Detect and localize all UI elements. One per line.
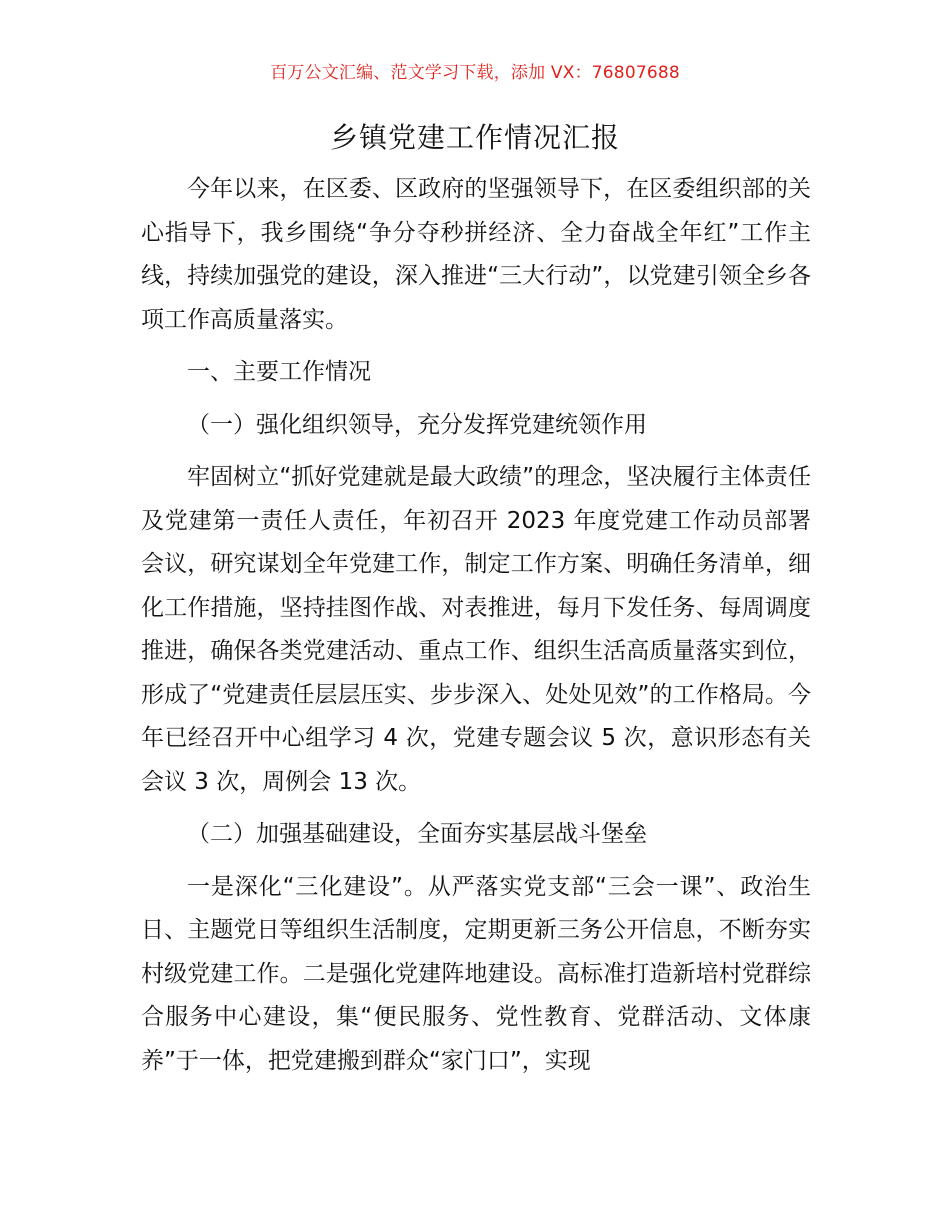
document-title: 乡镇党建工作情况汇报: [329, 121, 620, 154]
header-watermark-note: 百万公文汇编、范文学习下载，添加 VX：76807688: [270, 63, 680, 83]
subsection-heading-organization: （一）强化组织领导，充分发挥党建统领作用: [187, 411, 647, 438]
paragraph-organization-detail: 牢固树立“抓好党建就是最大政绩”的理念，坚决履行主体责任及党建第一责任人责任，年初召开 2023 年度党建工作动员部署会议，研究谋划全年党建工作，制定工作方案、明确任务清单，细化工作措施，坚持挂图作战、对表推进，每月下发任务、每周调度推进，确保各类党建活动、重点工作、组织生活高质量落实到位，形成了“党建责任层层压实、步步深入、处处见效”的工作格局。今年已经召开中心组学习 4 次，党建专题会议 5 次，意识形态有关会议 3 次，周例会 13 次。: [141, 464, 811, 795]
subsection-heading-foundation: （二）加强基础建设，全面夯实基层战斗堡垒: [187, 821, 647, 847]
document-body: [141, 168, 811, 1092]
intro-paragraph: 今年以来，在区委、区政府的坚强领导下，在区委组织部的关心指导下，我乡围绕“争分夺秒拼经济、全力奋战全年红”工作主线，持续加强党的建设，深入推进“三大行动”，以党建引领全乡各项工作高质量落实。: [141, 176, 811, 333]
section-heading-main-work: 一、主要工作情况: [187, 359, 371, 385]
paragraph-foundation-detail: 一是深化“三化建设”。从严落实党支部“三会一课”、政治生日、主题党日等组织生活制度，定期更新三务公开信息，不断夯实村级党建工作。二是强化党建阵地建设。高标准打造新培村党群综合服务中心建设，集“便民服务、党性教育、党群活动、文体康养”于一体，把党建搬到群众“家门口”，实现: [141, 873, 811, 1074]
